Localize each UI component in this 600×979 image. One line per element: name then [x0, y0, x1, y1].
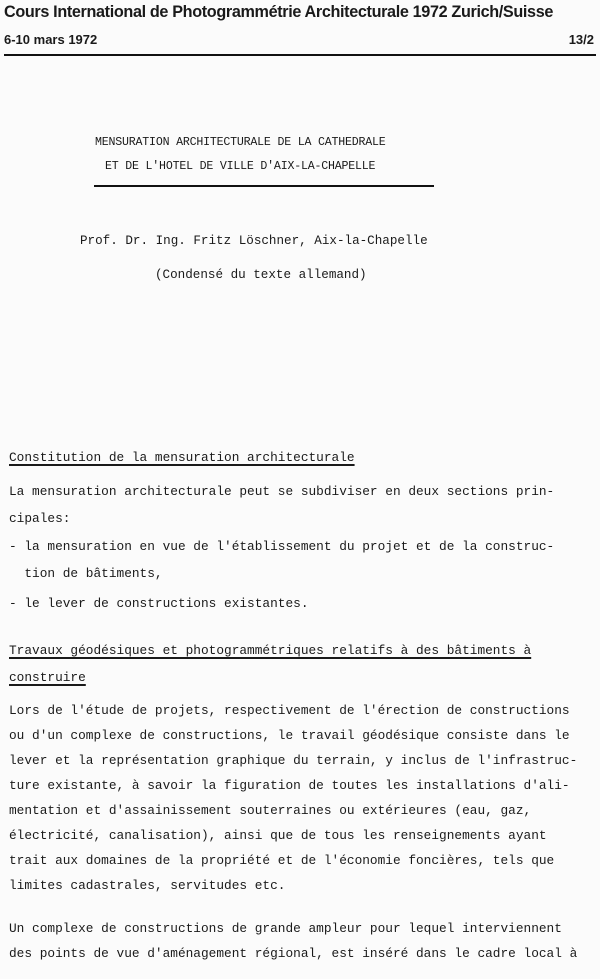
bullet-line: - le lever de constructions existantes. — [9, 596, 309, 611]
body-line: trait aux domaines de la propriété et de l'économie foncières, tels que — [9, 853, 555, 868]
body-line: lever et la représentation graphique du terrain, y inclus de l'infrastruc- — [9, 753, 578, 768]
author-note: (Condensé du texte allemand) — [155, 268, 367, 282]
body-line: ou d'un complexe de constructions, le travail géodésique consiste dans le — [9, 728, 570, 743]
body-line: ture existante, à savoir la figuration de toutes les installations d'ali- — [9, 778, 570, 793]
section-heading-2-cont: construire — [9, 670, 86, 685]
body-line: électricité, canalisation), ainsi que de tous les renseignements ayant — [9, 828, 547, 843]
title-rule — [94, 185, 434, 187]
conference-date: 6-10 mars 1972 — [4, 32, 98, 47]
body-line: limites cadastrales, servitudes etc. — [9, 878, 286, 893]
body-line: Lors de l'étude de projets, respectivement de l'érection de constructions — [9, 703, 570, 718]
doc-title-line-2: ET DE L'HOTEL DE VILLE D'AIX-LA-CHAPELLE — [105, 160, 376, 173]
conference-title: Cours International de Photogrammétrie Architecturale 1972 Zurich/Suisse — [4, 3, 554, 21]
section-heading-1: Constitution de la mensuration architecturale — [9, 450, 355, 465]
doc-title-line-1: MENSURATION ARCHITECTURALE DE LA CATHEDRALE — [95, 136, 386, 149]
body-line: Un complexe de constructions de grande ampleur pour lequel interviennent — [9, 921, 562, 936]
page-number: 13/2 — [568, 32, 594, 47]
body-line: cipales: — [9, 511, 71, 526]
body-line: La mensuration architecturale peut se subdiviser en deux sections prin- — [9, 484, 555, 499]
body-line: mentation et d'assainissement souterraines ou extérieures (eau, gaz, — [9, 803, 532, 818]
header-rule — [4, 54, 596, 56]
body-line: des points de vue d'aménagement régional, est inséré dans le cadre local à — [9, 946, 578, 961]
section-heading-2: Travaux géodésiques et photogrammétriques relatifs à des bâtiments à — [9, 643, 532, 658]
bullet-line: tion de bâtiments, — [9, 566, 163, 581]
author-name: Prof. Dr. Ing. Fritz Löschner, Aix-la-Chapelle — [80, 234, 428, 248]
bullet-line: - la mensuration en vue de l'établissement du projet et de la construc- — [9, 539, 555, 554]
